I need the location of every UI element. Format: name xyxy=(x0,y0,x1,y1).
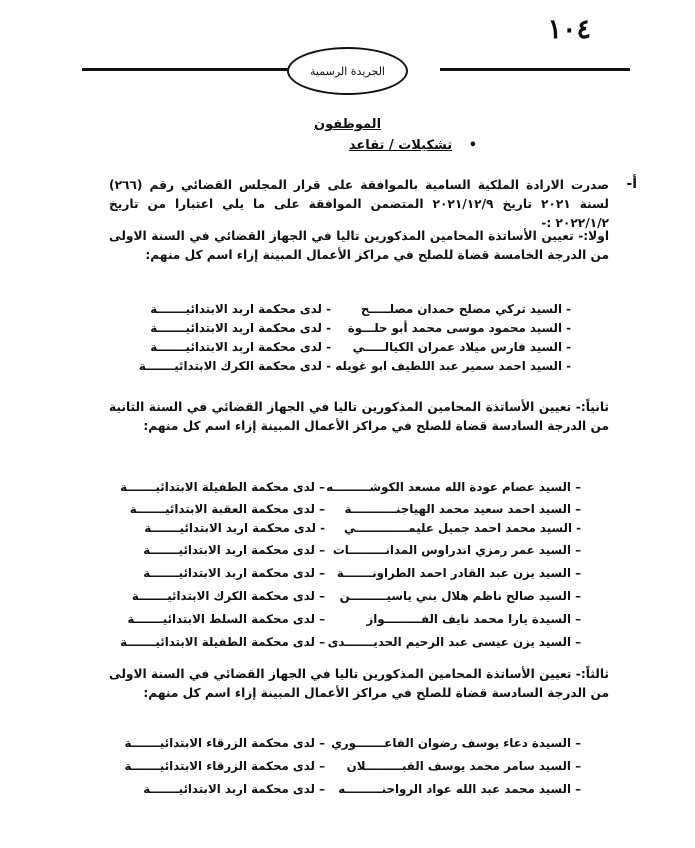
appointee-name: – السيد يزن عيسى عبد الرحيم الحديـــــــدى xyxy=(327,635,581,649)
court-assignment: – لدى محكمة الزرقاء الابتدائيـــــــة xyxy=(124,759,325,773)
appointee-name: - السيد احمد سمير عبد اللطيف ابو غويله xyxy=(335,359,571,373)
page-number: ١٠٤ xyxy=(547,14,591,45)
group-2-heading: ثانياً:- تعيين الأساتذة المحامين المذكورين تاليا في الجهاز القضائي في السنة الثانية من الدرجة السادسة قضاة للصلح في مراكز الأعمال المبينة إزاء اسم كل منهم: xyxy=(109,400,609,433)
court-assignment: – لدى محكمة اربد الابتدائيـــــــة xyxy=(143,782,325,796)
header-rule-left xyxy=(82,68,294,71)
header-rule-right xyxy=(440,68,630,71)
bullet-icon: • xyxy=(468,138,477,153)
court-assignment: - لدى محكمة اربد الابتدائيـــــــة xyxy=(150,302,331,316)
group-1-heading: اولا:- تعيين الأساتذة المحامين المذكورين تاليا في الجهاز القضائي في السنة الاولى من الدرجة الخامسة قضاة للصلح في مراكز الأعمال المبينة إزاء اسم كل منهم: xyxy=(109,229,609,262)
appointee-name: - السيد تركي مصلح حمدان مصلـــــح xyxy=(360,302,571,316)
group-3-heading: ثالثاً:- تعيين الأساتذة المحامين المذكورين تاليا في الجهاز القضائي في السنة الاولى من الدرجة السادسة قضاة للصلح في مراكز الأعمال المبينة إزاء اسم كل منهم: xyxy=(109,667,609,700)
appointee-name: - السيد محمود موسى محمد أبو حلـــوة xyxy=(347,321,571,335)
court-assignment: – لدى محكمة الكرك الابتدائيـــــــة xyxy=(131,589,325,603)
section-title: الموظفون xyxy=(313,117,382,132)
court-assignment: – لدى محكمة اربد الابتدائيـــــــة xyxy=(143,566,325,580)
court-assignment: – لدى محكمة اربد الابتدائيـــــــة xyxy=(143,543,325,557)
appointee-name: – السيد يزن عبد القادر احمد الطراونـــــــة xyxy=(336,566,581,580)
appointee-name: – السيد سامر محمد يوسف القبـــــــــلان xyxy=(346,759,581,773)
appointee-name: – السيد محمد عبد الله عواد الرواحنـــــــــه xyxy=(338,782,581,796)
court-assignment: - لدى محكمة اربد الابتدائيـــــــة xyxy=(150,321,331,335)
appointee-name: – السيد احمد سعيد محمد الهياجنـــــــــــة xyxy=(344,502,581,516)
appointee-name: – السيدة دعاء يوسف رضوان الفاعـــــــوري xyxy=(331,736,581,750)
gazette-name-oval xyxy=(287,47,408,95)
intro-paragraph: صدرت الارادة الملكية السامية بالموافقة على قرار المجلس القضائي رقم (٢٦٦) لسنة ٢٠٢١ تاريخ ٢٠٢١/١٢/٩ المتضمن الموافقة على ما يلي اعتبارا من تاريخ ٢٠٢٢/١/٢ :- xyxy=(109,178,610,230)
court-assignment: - لدى محكمة اربد الابتدائيـــــــة xyxy=(150,340,331,354)
subsection-heading xyxy=(349,138,477,153)
appointee-name: – السيد عصام عودة الله مسعد الكوشـــــــــه xyxy=(326,480,581,494)
court-assignment: – لدى محكمة العقبة الابتدائيـــــــة xyxy=(129,502,325,516)
appointee-name: – السيدة يارا محمد نايف الفـــــــــواز xyxy=(366,612,581,626)
court-assignment: - لدى محكمة الكرك الابتدائيـــــــة xyxy=(138,359,331,373)
court-assignment: – لدى محكمة الزرقاء الابتدائيـــــــة xyxy=(124,736,325,750)
court-assignment: – لدى محكمة الطفيلة الابتدائيـــــــة xyxy=(120,480,325,494)
court-assignment: - لدى محكمة اربد الابتدائيـــــــة xyxy=(144,521,325,535)
court-assignment: – لدى محكمة السلط الابتدائيـــــــة xyxy=(127,612,325,626)
intro-marker: أ- xyxy=(626,176,637,192)
subsection-title: تشكيلات / تقاعد xyxy=(348,138,453,153)
court-assignment: – لدى محكمة الطفيلة الابتدائيـــــــة xyxy=(120,635,325,649)
appointee-name: – السيد صالح ناظم هلال بني ياسيـــــــــن xyxy=(339,589,581,603)
appointee-name: – السيد عمر رمزي اندراوس المدانـــــــــات xyxy=(332,543,581,557)
gazette-name: الجريدة الرسمية xyxy=(310,64,385,78)
appointee-name: - السيد محمد احمد جميل عليمـــــــــــــي xyxy=(343,521,581,535)
appointee-name: - السيد فارس ميلاد عمران الكيالـــــي xyxy=(352,340,571,354)
